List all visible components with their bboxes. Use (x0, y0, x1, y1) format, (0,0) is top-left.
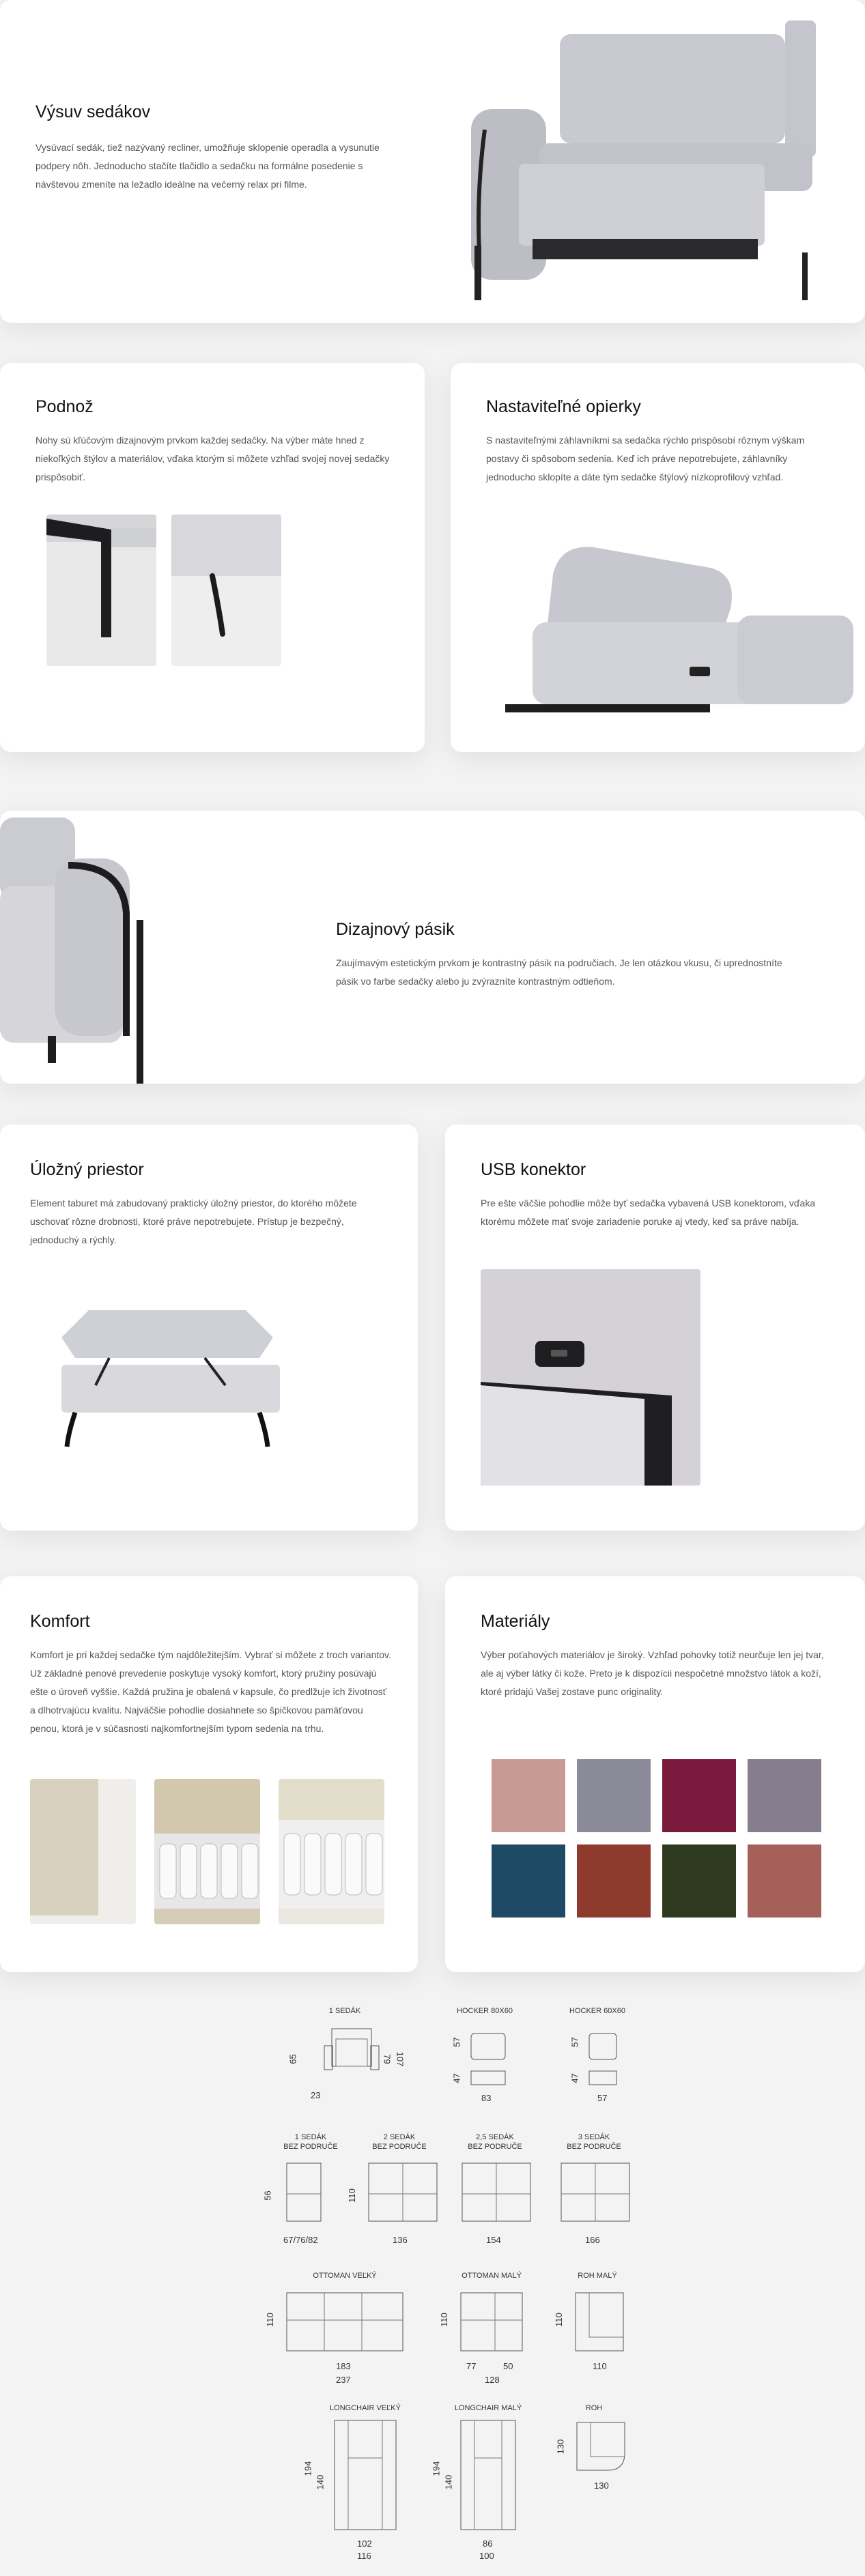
s1-h: 56 (262, 2190, 273, 2201)
usb-text: Pre ešte väčšie pohodlie môže byť sedačka vybavená USB konektorom, vďaka ktorému môžete mať svoje zariadenie poruke aj vtedy, keď sa práve nabíja. (481, 1198, 816, 1227)
rohM-h: 110 (553, 2313, 564, 2327)
material-swatch (492, 1759, 565, 1832)
s2-h: 110 (346, 2188, 357, 2203)
ottoV-h: 110 (264, 2313, 275, 2327)
headrests-image (505, 534, 853, 738)
materials-title: Materiály (481, 1612, 550, 1631)
diagram-label-hocker1: HOCKER 80X60 (457, 2007, 513, 2015)
legs-text: Nohy sú kľúčovým dizajnovým prvkom každej sedačky. Na výber máte hned z niekoľkých štýlov a materiálov, vďaka ktorým si môžete vzhľad svojej novej sedačky prispôsobiť. (36, 435, 390, 482)
hocker1-h2: 47 (451, 2073, 462, 2083)
ottoV-w2: 237 (336, 2375, 351, 2385)
storage-ottoman-image (48, 1283, 321, 1453)
materials-card (445, 1576, 865, 1972)
roh-drawing (573, 2419, 628, 2474)
storage-title: Úložný priestor (30, 1160, 144, 1179)
hocker2-w: 57 (597, 2093, 608, 2103)
longM-h1: 194 (431, 2461, 442, 2476)
s2-drawing (365, 2160, 440, 2228)
usb-title: USB konektor (481, 1160, 586, 1179)
diagram-label-s1: 1 SEDÁK BEZ PODRUČE (283, 2133, 338, 2151)
ottoV-w1: 183 (336, 2361, 351, 2371)
seat1-w: 23 (311, 2090, 321, 2100)
hocker1-h1: 57 (451, 2037, 462, 2047)
material-swatch (577, 1844, 651, 1917)
recliner-sofa-image (471, 20, 816, 300)
headrests-title: Nastaviteľné opierky (486, 397, 641, 416)
s25-drawing (459, 2160, 534, 2228)
longM-drawing (457, 2417, 519, 2533)
material-swatch (577, 1759, 651, 1832)
seat1-h2: 79 (382, 2054, 393, 2064)
longM-w2: 100 (479, 2551, 494, 2561)
usb-card (445, 1125, 865, 1531)
headrests-text: S nastaviteľnými záhlavníkmi sa sedačka rýchlo prispôsobí rôznym výškam postavy či spôsobom sedenia. Keď ich práve nepotrebujete, záhlavníky jednoducho sklopíte a dáte tým sedačke štýlový nízkoprofilový vzhľad. (486, 435, 805, 482)
legs-image-2 (171, 515, 281, 666)
material-swatch (662, 1844, 736, 1917)
hocker2-h1: 57 (569, 2037, 580, 2047)
diagram-label-s3: 3 SEDÁK BEZ PODRUČE (567, 2133, 621, 2151)
materials-text: Výber poťahových materiálov je široký. Vzhľad pohovky totiž neurčuje len jej tvar, ale aj výber látky či kože. Preto je k dispozícii nespočetné množstvo látok a koží, ktoré pridajú Vašej zostave punc originality. (481, 1649, 824, 1697)
material-swatch (662, 1759, 736, 1832)
diagram-label-rohM: ROH MALÝ (578, 2272, 617, 2280)
material-swatch (492, 1844, 565, 1917)
material-swatch (748, 1759, 821, 1832)
longM-h2: 140 (443, 2474, 454, 2490)
ottoM-drawing (457, 2286, 526, 2354)
recliner-text: Vysúvací sedák, tiež nazývaný recliner, umožňuje sklopenie operadla a vysunutie podpery nôh. Jednoducho stačíte tlačidlo a sedačku na formálne posedenie s návštevou zmeníte na ležadlo ideálne na večerný relax pri filme. (36, 142, 380, 190)
s1-drawing (283, 2160, 324, 2228)
ottoM-w1: 77 (466, 2361, 477, 2371)
s3-w: 166 (585, 2235, 600, 2245)
hocker1-w: 83 (481, 2093, 492, 2103)
strip-card (0, 811, 865, 1084)
storage-text: Element taburet má zabudovaný praktický úložný priestor, do ktorého môžete uschovať rôzne drobnosti, ktoré práve nepotrebujete. Prístup je bezpečný, jednoduchý a rýchly. (30, 1198, 357, 1245)
s3-drawing (558, 2160, 633, 2228)
recliner-card (0, 0, 865, 323)
comfort-text: Komfort je pri každej sedačke tým najdôležitejším. Vybrať si môžete z troch variantov. Už základné penové prevedenie poskytuje vysoký komfort, ktorý pružiny posúvajú ešte o úroveň vyššie. Každá pružina je obalená v kapsule, čo predlžuje ich životnosť a dlhotrvajúcu kvalitu. Najväčšie pohodlie dosiahnete so špičkovou pamäťovou penou, ktorá je v súčasnosti najkomfortnejším typom sedenia na trhu. (30, 1649, 391, 1734)
legs-image-1 (46, 515, 156, 666)
diagram-label-roh: ROH (585, 2404, 603, 2412)
comfort-title: Komfort (30, 1612, 90, 1631)
hocker2-drawing (586, 2030, 620, 2092)
ottoM-w3: 128 (485, 2375, 500, 2385)
longV-w1: 102 (357, 2538, 372, 2549)
comfort-memory-foam-image (279, 1779, 384, 1924)
seat1-h3: 107 (395, 2051, 406, 2067)
diagram-label-longM: LONGCHAIR MALÝ (454, 2404, 522, 2412)
material-swatch (748, 1844, 821, 1917)
s2-w: 136 (393, 2235, 408, 2245)
usb-image (481, 1269, 700, 1486)
longV-w2: 116 (357, 2551, 371, 2561)
comfort-springs-image (154, 1779, 260, 1924)
roh-h: 130 (555, 2439, 566, 2455)
strip-sofa-image (0, 817, 150, 1084)
diagram-label-ottoM: OTTOMAN MALÝ (462, 2272, 522, 2280)
comfort-foam-image (30, 1779, 136, 1924)
longV-h2: 140 (315, 2474, 326, 2490)
seat1-h1: 65 (287, 2054, 298, 2064)
diagram-label-hocker2: HOCKER 60X60 (569, 2007, 625, 2015)
diagram-label-longV: LONGCHAIR VEĽKÝ (330, 2404, 401, 2412)
diagram-label-s2: 2 SEDÁK BEZ PODRUČE (372, 2133, 427, 2151)
strip-text: Zaujímavým estetickým prvkom je kontrastný pásik na područiach. Je len otázkou vkusu, či uprednostníte pásik vo farbe sedačky alebo ju zvýrazníte kontrastným odtieňom. (336, 957, 782, 987)
s1-w: 67/76/82 (283, 2235, 318, 2245)
seat1-drawing (321, 2025, 382, 2083)
ottoV-drawing (283, 2286, 406, 2354)
roh-w: 130 (594, 2480, 609, 2491)
legs-card (0, 363, 425, 752)
longM-w1: 86 (483, 2538, 493, 2549)
strip-title: Dizajnový pásik (336, 920, 455, 939)
hocker1-drawing (468, 2030, 509, 2092)
storage-card (0, 1125, 418, 1531)
comfort-card (0, 1576, 418, 1972)
dimension-drawings (259, 1999, 669, 2576)
longV-h1: 194 (302, 2461, 313, 2476)
s25-w: 154 (486, 2235, 501, 2245)
rohM-w: 110 (593, 2361, 607, 2371)
hocker2-h2: 47 (569, 2073, 580, 2083)
diagram-label-s25: 2,5 SEDÁK BEZ PODRUČE (468, 2133, 522, 2151)
ottoM-w2: 50 (503, 2361, 513, 2371)
legs-title: Podnož (36, 397, 94, 416)
headrests-card (451, 363, 865, 752)
diagram-label-seat1: 1 SEDÁK (328, 2007, 361, 2015)
ottoM-h: 110 (438, 2313, 449, 2327)
longV-drawing (331, 2417, 399, 2533)
diagram-label-ottoV: OTTOMAN VEĽKÝ (313, 2272, 377, 2280)
recliner-title: Výsuv sedákov (36, 102, 151, 121)
rohM-drawing (572, 2286, 627, 2354)
